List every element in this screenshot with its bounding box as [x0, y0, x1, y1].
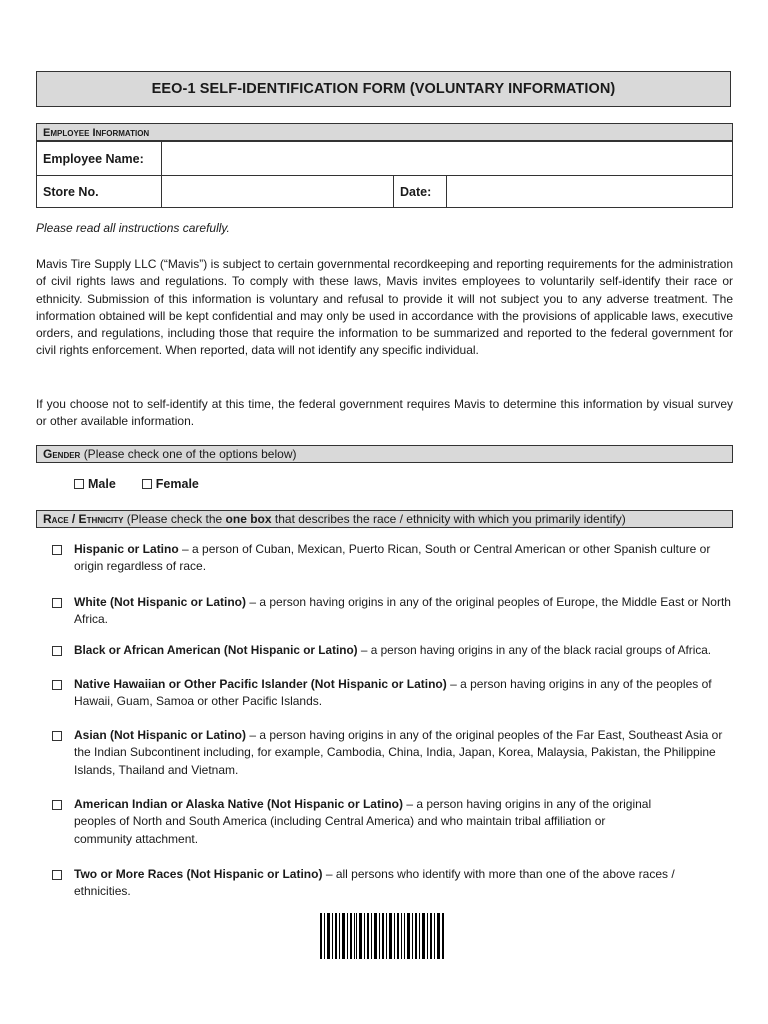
employee-info-table	[36, 141, 733, 208]
gender-option-female[interactable]	[142, 477, 199, 491]
race-option-desc: – a person having origins in any of the peoples of Hawaii, Guam, Samoa or other Pacific Islands.	[74, 677, 712, 709]
race-section-header	[36, 510, 733, 528]
race-note-before: (Please check the	[126, 512, 223, 526]
checkbox-icon[interactable]	[74, 479, 84, 489]
checkbox-icon[interactable]	[52, 680, 62, 690]
paragraph-visual-survey: If you choose not to self-identify at this time, the federal government requires Mavis to determine this information by visual survey or other available information.	[36, 397, 733, 429]
store-no-field[interactable]	[162, 176, 394, 208]
race-option-desc: – all persons who identify with more than one of the above races / ethnicities.	[74, 867, 675, 899]
checkbox-icon[interactable]	[52, 870, 62, 880]
race-option-label: American Indian or Alaska Native (Not Hispanic or Latino)	[74, 797, 403, 811]
checkbox-icon[interactable]	[52, 731, 62, 741]
barcode-icon	[320, 913, 444, 959]
gender-section-header	[36, 445, 733, 463]
race-note-after: that describes the race / ethnicity with which you primarily identify)	[274, 512, 626, 526]
race-option-label: White (Not Hispanic or Latino)	[74, 595, 246, 609]
race-option-american-indian[interactable]	[52, 796, 742, 848]
race-option-desc: – a person having origins in any of the original peoples of North and South America (including Central America) and who maintain tribal affiliation or community attachment.	[74, 797, 652, 846]
paragraph-policy: Mavis Tire Supply LLC (“Mavis”) is subject to certain governmental recordkeeping and reporting requirements for the administration of civil rights laws and regulations. To comply with these laws, Mavis invites employees to voluntarily self-identify their race or ethnicity. Submission of this information is voluntary and refusal to provide it will not subject you to any adverse treatment. The information obtained will be kept confidential and may only be used in accordance with the provisions of applicable laws, executive orders, and regulations, including those that require the information to be summarized and reported to the federal government for civil rights enforcement. When reported, data will not identify any specific individual.	[36, 257, 733, 358]
race-option-desc: – a person of Cuban, Mexican, Puerto Rican, South or Central American or other Spanish culture or origin regardless of race.	[74, 542, 711, 574]
race-option-black[interactable]	[52, 642, 752, 659]
race-option-pacific-islander[interactable]	[52, 676, 742, 711]
store-no-label: Store No.	[37, 176, 162, 208]
race-section-title: Race / Ethnicity	[43, 512, 124, 526]
employee-section-header	[36, 123, 733, 141]
gender-options	[74, 477, 199, 491]
checkbox-icon[interactable]	[142, 479, 152, 489]
gender-section-title: Gender	[43, 447, 81, 461]
employee-name-field[interactable]	[162, 142, 733, 176]
instructions-note: Please read all instructions carefully.	[36, 221, 230, 235]
race-option-asian[interactable]	[52, 727, 742, 779]
checkbox-icon[interactable]	[52, 545, 62, 555]
race-option-label: Asian (Not Hispanic or Latino)	[74, 728, 247, 742]
race-option-white[interactable]	[52, 594, 742, 629]
date-label: Date:	[394, 176, 447, 208]
race-option-label: Black or African American (Not Hispanic or Latino)	[74, 643, 358, 657]
gender-section-note: (Please check one of the options below)	[83, 447, 297, 461]
race-option-label: Native Hawaiian or Other Pacific Islander (Not Hispanic or Latino)	[74, 677, 447, 691]
gender-option-label: Female	[155, 477, 199, 491]
employee-section-title: Employee Information	[43, 127, 150, 139]
checkbox-icon[interactable]	[52, 800, 62, 810]
race-option-label: Two or More Races (Not Hispanic or Latino)	[74, 867, 323, 881]
race-option-two-or-more[interactable]	[52, 866, 742, 901]
date-field[interactable]	[447, 176, 733, 208]
race-option-label: Hispanic or Latino	[74, 542, 179, 556]
employee-name-label: Employee Name:	[37, 142, 162, 176]
form-title: EEO-1 SELF-IDENTIFICATION FORM (VOLUNTARY INFORMATION)	[36, 71, 731, 107]
race-option-hispanic[interactable]	[52, 541, 742, 576]
race-option-desc: – a person having origins in any of the original peoples of the Far East, Southeast Asia or the Indian Subcontinent including, for example, Cambodia, China, India, Japan, Korea, Malaysia, Pakistan, the Philippine Islands, Thailand and Vietnam.	[74, 728, 723, 777]
checkbox-icon[interactable]	[52, 598, 62, 608]
checkbox-icon[interactable]	[52, 646, 62, 656]
race-note-bold: one box	[225, 512, 272, 526]
gender-option-label: Male	[88, 477, 116, 491]
gender-option-male[interactable]	[74, 477, 116, 491]
race-option-desc: – a person having origins in any of the original peoples of Europe, the Middle East or North Africa.	[74, 595, 731, 627]
race-option-desc: – a person having origins in any of the black racial groups of Africa.	[360, 643, 712, 657]
